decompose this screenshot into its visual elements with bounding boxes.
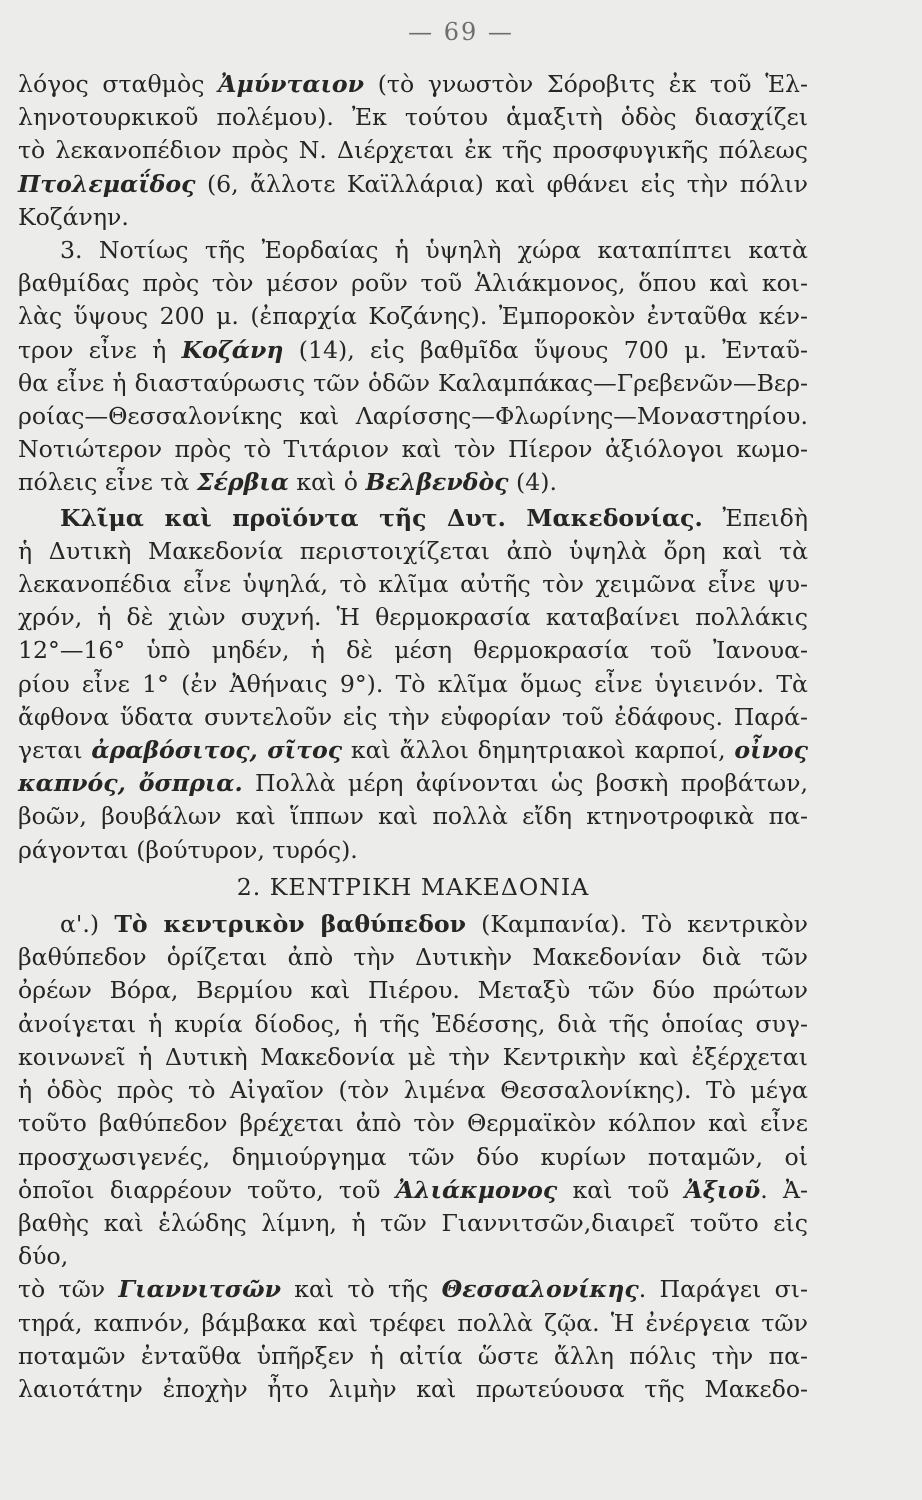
text-run: (14), εἰς βαθμῖδα ὕψους 700 μ. Ἐνταῦ- [283, 335, 808, 364]
text-run: (6, ἄλλοτε Καϊλλάρια) καὶ φθάνει εἰς τὴν πόλιν [195, 169, 808, 198]
text-run: . Ἀ- [760, 1175, 809, 1204]
section-heading-climate: Κλῖμα καὶ προϊόντα τῆς Δυτ. Μακεδονίας. [60, 503, 703, 532]
text-run: τὸ τῶν [18, 1275, 119, 1304]
text-line: ληνοτουρκικοῦ πολέμου). Ἐκ τούτου ἁμαξιτὴ ὁδὸς διασχίζει [18, 103, 808, 132]
place-name-giannitsa: Γιαννιτσῶν [118, 1275, 282, 1304]
text-line: Κοζάνην. [18, 202, 129, 231]
text-line: Νοτιώτερον πρὸς τὸ Τιτάριον καὶ τὸν Πίερον ἀξιόλογοι κωμο- [18, 435, 808, 464]
text-run: λόγος σταθμὸς [18, 70, 219, 98]
text-line: θα εἶνε ἡ διασταύρωσις τῶν ὁδῶν Καλαμπάκας—Γρεβενῶν—Βερ- [18, 368, 808, 397]
text-line [18, 734, 808, 767]
text-line [18, 1174, 808, 1207]
text-line: τοῦτο βαθύπεδον βρέχεται ἀπὸ τὸν Θερμαϊκὸν κόλπον καὶ εἶνε [18, 1109, 808, 1138]
text-line: 12°—16° ὑπὸ μηδέν, ἡ δὲ μέση θερμοκρασία τοῦ Ἰανουα- [18, 636, 808, 665]
text-line [18, 334, 808, 367]
text-line [18, 1273, 808, 1306]
body-text [18, 68, 808, 1406]
text-line: ἄφθονα ὕδατα συντελοῦν εἰς τὴν εὐφορίαν τοῦ ἐδάφους. Παρά- [18, 702, 808, 731]
product-name-wine: οἶνος [734, 736, 809, 765]
text-run: Πολλὰ μέρη ἀφίνονται ὡς βοσκὴ προβάτων, [242, 769, 809, 798]
text-line: ὀρέων Βόρα, Βερμίου καὶ Πιέρου. Μεταξὺ τῶν δύο πρώτων [18, 976, 808, 1005]
text-line [18, 466, 808, 499]
page-number: — 69 — [408, 18, 514, 46]
text-line: ρίου εἶνε 1° (ἐν Ἀθήναις 9°). Τὸ κλῖμα ὅμως εἶνε ὑγιεινόν. Τὰ [18, 669, 808, 698]
text-run: καὶ ἄλλοι δημητριακοὶ καρποί, [342, 736, 735, 765]
text-run: (Καμπανία). Τὸ κεντρικὸν [465, 910, 809, 939]
text-run: Ἐπειδὴ [702, 503, 808, 532]
chapter-title: 2. ΚΕΝΤΡΙΚΗ ΜΑΚΕΔΟΝΙΑ [236, 872, 590, 901]
text-line: κοινωνεῖ ἡ Δυτικὴ Μακεδονία μὲ τὴν Κεντρικὴν καὶ ἐξέρχεται [18, 1042, 808, 1071]
text-line: ἀνοίγεται ἡ κυρία δίοδος, ἡ τῆς Ἐδέσσης, διὰ τῆς ὁποίας συγ- [18, 1009, 808, 1038]
text-line [18, 168, 808, 201]
text-run: γεται [18, 736, 92, 765]
text-line: τὸ λεκανοπέδιον πρὸς Ν. Διέρχεται ἐκ τῆς προσφυγικῆς πόλεως [18, 136, 808, 165]
place-name-amyntaion: Ἀμύνταιον [218, 70, 365, 98]
text-run: καὶ ὁ [288, 468, 366, 497]
text-run: πόλεις εἶνε τὰ [18, 468, 197, 497]
text-line [18, 502, 808, 535]
text-line: ποταμῶν ἐνταῦθα ὑπῆρξεν ἡ αἰτία ὥστε ἄλλη πόλις τὴν πα- [18, 1341, 808, 1370]
river-name-axios: Ἀξιοῦ [684, 1175, 761, 1204]
text-run: καὶ τοῦ [557, 1175, 685, 1204]
place-name-kozani: Κοζάνη [181, 335, 284, 364]
text-line: βοῶν, βουβάλων καὶ ἵππων καὶ πολλὰ εἴδη κτηνοτροφικὰ πα- [18, 802, 808, 831]
text-line: λαιοτάτην ἐποχὴν ἦτο λιμὴν καὶ πρωτεύουσα τῆς Μακεδο- [18, 1374, 808, 1403]
text-line: ράγονται (βούτυρον, τυρός). [18, 835, 358, 864]
place-name-thessaloniki: Θεσσαλονίκης [441, 1275, 639, 1304]
place-name-ptolemaida: Πτολεμαΐδος [18, 169, 196, 198]
place-name-velvendos: Βελβενδὸς [365, 468, 509, 497]
product-names: ἀραβόσιτος, σῖτος [91, 736, 343, 765]
text-line: προσχωσιγενές, δημιούργημα τῶν δύο κυρίων ποταμῶν, οἱ [18, 1142, 808, 1171]
text-line: 3. Νοτίως τῆς Ἐορδαίας ἡ ὑψηλὴ χώρα καταπίπτει κατὰ [60, 236, 808, 265]
text-line [18, 767, 808, 800]
text-line: ἡ Δυτικὴ Μακεδονία περιστοιχίζεται ἀπὸ ὑψηλὰ ὄρη καὶ τὰ [18, 536, 808, 565]
text-line: λὰς ὕψους 200 μ. (ἐπαρχία Κοζάνης). Ἐμποροκὸν ἐνταῦθα κέν- [18, 302, 808, 331]
text-line: βαθμίδας πρὸς τὸν μέσον ροῦν τοῦ Ἁλιάκμονος, ὅπου καὶ κοι- [18, 269, 808, 298]
text-line: βαθὴς καὶ ἑλώδης λίμνη, ἡ τῶν Γιαννιτσῶν,διαιρεῖ τοῦτο εἰς δύο, [18, 1208, 808, 1271]
text-run: (4). [508, 468, 557, 497]
text-line [18, 68, 808, 101]
place-name-servia: Σέρβια [196, 468, 289, 497]
text-line: χρόν, ἡ δὲ χιὼν συχνή. Ἡ θερμοκρασία καταβαίνει πολλάκις [18, 603, 808, 632]
text-run: τρον εἶνε ἡ [18, 335, 182, 364]
section-heading-central-plain: Τὸ κεντρικὸν βαθύπεδον [114, 910, 466, 939]
text-line: λεκανοπέδια εἶνε ὑψηλά, τὸ κλῖμα αὐτῆς τὸν χειμῶνα εἶνε ψυ- [18, 570, 808, 599]
product-names: καπνός, ὄσπρια. [18, 769, 243, 798]
text-line: ροίας—Θεσσαλονίκης καὶ Λαρίσσης—Φλωρίνης—Μοναστηρίου. [18, 402, 808, 431]
text-line: βαθύπεδον ὁρίζεται ἀπὸ τὴν Δυτικὴν Μακεδονίαν διὰ τῶν [18, 943, 808, 972]
river-name-aliakmon: Ἀλιάκμονος [395, 1175, 558, 1204]
text-run: . Παράγει σι- [638, 1275, 808, 1304]
text-run: καὶ τὸ τῆς [281, 1275, 442, 1304]
text-run: (τὸ γνωστὸν Σόροβιτς ἐκ τοῦ Ἑλ- [364, 70, 808, 98]
text-line [18, 908, 808, 941]
text-run: ὁποῖοι διαρρέουν τοῦτο, τοῦ [18, 1175, 396, 1204]
section-label: α'.) [60, 910, 115, 939]
text-line: τηρά, καπνόν, βάμβακα καὶ τρέφει πολλὰ ζῷα. Ἡ ἐνέργεια τῶν [18, 1308, 808, 1337]
text-line: ἡ ὁδὸς πρὸς τὸ Αἰγαῖον (τὸν λιμένα Θεσσαλονίκης). Τὸ μέγα [18, 1076, 808, 1105]
